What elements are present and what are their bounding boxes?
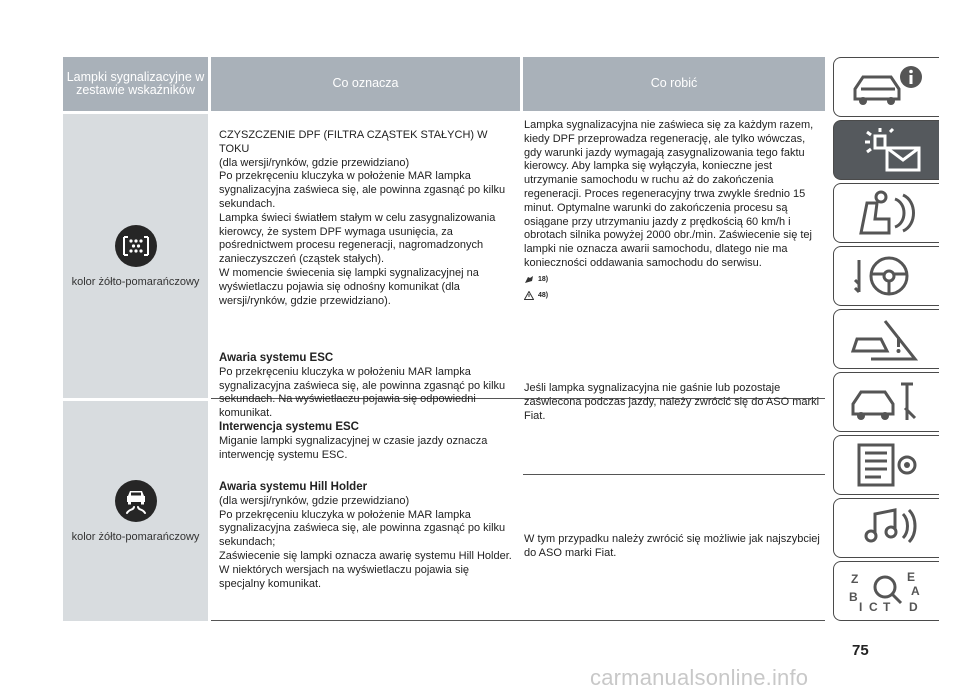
svg-text:T: T — [882, 600, 890, 614]
svg-text:D: D — [908, 600, 918, 614]
do-cell-dpf — [524, 119, 824, 302]
row-divider — [523, 474, 825, 475]
lamp-cell-esc — [63, 401, 208, 621]
svg-text:A: A — [910, 584, 920, 598]
ref-line — [524, 273, 824, 287]
esc-intervention-text: Miganie lampki sygnalizacyjnej w czasie jazdy oznacza interwencję systemu ESC. — [219, 434, 488, 461]
header-lamp: Lampki sygnalizacyjne w zestawie wskaźników — [63, 57, 208, 111]
lamp-caption: kolor żółto-pomarańczowy — [71, 530, 200, 543]
ref-number: 18) — [538, 275, 549, 283]
lamp-cell-dpf — [63, 114, 208, 398]
nav-tab-warning-lights[interactable] — [833, 120, 939, 180]
ref-line — [524, 289, 824, 303]
esc-failure-title: Awaria systemu ESC — [219, 352, 334, 364]
svg-text:Z: Z — [850, 572, 858, 586]
table-bottom-line — [211, 620, 825, 621]
svg-text:E: E — [906, 570, 915, 584]
esc-do-text: Jeśli lampka sygnalizacyjna nie gaśnie lub pozostaje zaświecona podczas jazdy, należy zwrócić się do ASO marki Fiat. — [524, 382, 820, 422]
dpf-display-text: W momencie świecenia się lampki sygnalizacyjnej na wyświetlaczu pojawia się odnośny komunikat (dla wersji/rynków, gdzie przewidziano). — [219, 266, 479, 307]
nav-tab-technical-data[interactable] — [833, 435, 939, 495]
esc-intervention-title: Interwencja systemu ESC — [219, 420, 359, 433]
page-number: 75 — [852, 642, 869, 659]
svg-text:C: C — [868, 600, 878, 614]
ref-number: 48) — [538, 291, 549, 299]
nav-tab-car-info[interactable] — [833, 57, 939, 117]
do-cell-esc — [524, 382, 824, 423]
emergency-car-icon — [845, 315, 929, 363]
hill-holder-do-text: W tym przypadku należy zwrócić się możliwie jak najszybciej do ASO marki Fiat. — [524, 533, 820, 559]
nav-tab-safety[interactable] — [833, 183, 939, 243]
hill-holder-title: Awaria systemu Hill Holder — [219, 481, 368, 493]
airbag-seat-icon — [845, 189, 929, 237]
dpf-do-text: Lampka sygnalizacyjna nie zaświeca się za każdym razem, kiedy DPF przeprowadza regenerację, ale tylko wówczas, gdy warunki jazdy wymagają zasygnalizowania tego faktu kierowcy. Aby lampka się wyłączyła, konieczne jest utrzymanie samochodu w ruchu aż do zakończenia regeneracji. Proces regeneracyjny trwa zwykle średnio 15 minut. Optymalne warunki do zakończenia procesu są osiągane przy utrzymaniu jazdy z prędkością 60 km/h i obrotach silnika powyżej 2000 obr./min. Zaświecenie się tej lampki nie oznacza awarii samochodu, dlatego nie ma konieczności oddawania samochodu do serwisu. — [524, 119, 814, 269]
hill-holder-key-text: Po przekręceniu kluczyka w położenie MAR lampka sygnalizacyjna zaświeca się, ale powinna zgasnąć po kilku sekundach; — [219, 508, 506, 549]
nav-tab-emergency[interactable] — [833, 309, 939, 369]
dpf-filter-icon — [115, 225, 157, 267]
lamp-caption: kolor żółto-pomarańczowy — [71, 275, 200, 288]
svg-text:I: I — [858, 600, 862, 614]
alphabetical-index-icon — [845, 567, 929, 615]
esc-skid-icon — [115, 480, 157, 522]
nav-tab-index[interactable] — [833, 561, 939, 621]
what-cell-dpf — [219, 129, 517, 308]
hill-holder-display-text: W niektórych wersjach na wyświetlaczu pojawia się specjalny komunikat. — [219, 563, 470, 590]
warning-lights-table — [63, 57, 825, 621]
hill-holder-availability: (dla wersji/rynków, gdzie przewidziano) — [219, 494, 410, 507]
nav-tab-maintenance[interactable] — [833, 372, 939, 432]
dpf-key-text: Po przekręceniu kluczyka w położenie MAR lampka sygnalizacyjna zaświeca się, ale powinna zgasnąć po kilku sekundach. — [219, 170, 506, 210]
dpf-availability: (dla wersji/rynków, gdzie przewidziano) — [219, 156, 410, 169]
nav-tab-starting-driving[interactable] — [833, 246, 939, 306]
car-info-icon — [845, 63, 929, 111]
hand-warning-icon — [524, 275, 534, 284]
car-maintenance-icon — [845, 378, 929, 426]
dpf-steady-text: Lampka świeci światłem stałym w celu zasygnalizowania kierowcy, że system DPF wymaga usunięcia, za pośrednictwem procesu regeneracji, nagromadzonych zanieczyszczeń (cząstek stałych). — [219, 211, 496, 266]
nav-tab-multimedia[interactable] — [833, 498, 939, 558]
multimedia-icon — [845, 504, 929, 552]
what-cell-hill-holder — [219, 481, 517, 591]
warning-lights-envelope-icon — [845, 126, 929, 174]
header-do: Co robić — [523, 57, 825, 111]
svg-text:B: B — [848, 590, 858, 604]
technical-data-icon — [845, 441, 929, 489]
triangle-warning-icon — [524, 291, 534, 300]
steering-key-icon — [845, 252, 929, 300]
do-cell-hill-holder — [524, 533, 824, 561]
hill-holder-failure-text: Zaświecenie się lampki oznacza awarię systemu Hill Holder. — [219, 549, 512, 562]
what-cell-esc — [219, 352, 517, 462]
header-what: Co oznacza — [211, 57, 520, 111]
dpf-title: CZYSZCZENIE DPF (FILTRA CZĄSTEK STAŁYCH) W TOKU — [219, 129, 488, 155]
footer-watermark-url[interactable]: carmanualsonline.info — [590, 665, 809, 690]
esc-failure-text: Po przekręceniu kluczyka w położeniu MAR lampka sygnalizacyjna zaświeca się, ale powinna zgasnąć po kilku sekundach. Na wyświetlaczu pojawia się odpowiedni komunikat. — [219, 365, 506, 420]
